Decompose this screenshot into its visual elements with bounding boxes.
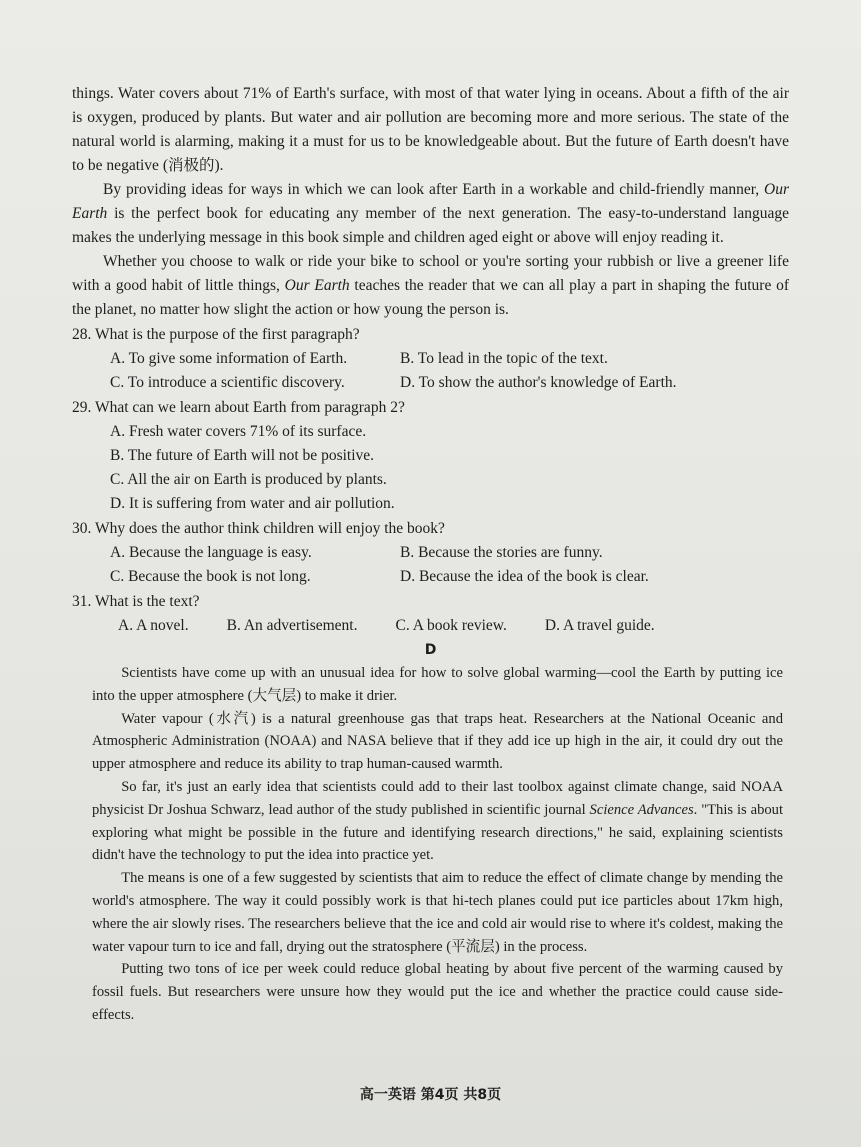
question-29 bbox=[72, 396, 789, 516]
paragraph: The means is one of a few suggested by scientists that aim to reduce the effect of climate change by mending the world's atmosphere. The way it could possibly work is that hi-tech planes could put ice particles about 17km high, where the air slowly rises. The researchers believe that the ice and cold air would rise to where it's coldest, making the water vapour turn to ice and fall, drying out the stratosphere (平流层) in the process. bbox=[92, 870, 783, 955]
passage-c bbox=[72, 82, 789, 322]
option-a: A. To give some information of Earth. bbox=[110, 350, 348, 367]
option-c: C. Because the book is not long. bbox=[110, 568, 311, 585]
paragraph: Whether you choose to walk or ride your bike to school or you're sorting your rubbish or live a greener life with a good habit of little things, Our Earth teaches the reader that we can all play a part in shaping the future of the planet, no matter how slight the action or how young the person is. bbox=[72, 253, 789, 318]
journal-title: Science Advances bbox=[589, 801, 694, 818]
question-stem: 31. What is the text? bbox=[72, 593, 200, 610]
question-stem: 29. What can we learn about Earth from paragraph 2? bbox=[72, 399, 405, 416]
question-stem: 30. Why does the author think children will enjoy the book? bbox=[72, 520, 445, 537]
paragraph: Water vapour (水汽) is a natural greenhouse gas that traps heat. Researchers at the National Oceanic and Atmospheric Administration (NOAA) and NASA believe that if they add ice up high in the air, it could dry out the upper atmosphere and reduce its ability to trap human-caused warmth. bbox=[92, 710, 783, 773]
option-d: D. To show the author's knowledge of Earth. bbox=[400, 374, 677, 391]
option-a: A. Fresh water covers 71% of its surface. bbox=[110, 423, 367, 440]
option-b: B. An advertisement. bbox=[226, 617, 358, 634]
passage-d bbox=[72, 662, 789, 1027]
option-c: C. A book review. bbox=[395, 617, 507, 634]
option-d: D. It is suffering from water and air pollution. bbox=[110, 495, 395, 512]
question-31 bbox=[72, 590, 789, 638]
section-heading: D bbox=[424, 642, 437, 658]
page-footer: 高一英语 第4页 共8页 bbox=[359, 1087, 502, 1103]
question-28 bbox=[72, 323, 789, 395]
book-title: Our Earth bbox=[72, 181, 789, 222]
option-b: B. To lead in the topic of the text. bbox=[400, 350, 608, 367]
paragraph: things. Water covers about 71% of Earth's surface, with most of that water lying in oceans. About a fifth of the air is oxygen, produced by plants. But water and air pollution are becoming more and more serious. The state of the natural world is alarming, making it a must for us to be knowledgeable about. But the future of Earth doesn't have to be negative (消极的). bbox=[72, 85, 789, 174]
question-30 bbox=[72, 517, 789, 589]
paragraph: Putting two tons of ice per week could reduce global heating by about five percent of the warming caused by fossil fuels. But researchers were unsure how they would put the ice and whether the practice could cause side-effects. bbox=[92, 961, 783, 1023]
option-a: A. Because the language is easy. bbox=[110, 544, 312, 561]
option-d: D. A travel guide. bbox=[544, 617, 655, 634]
option-c: C. All the air on Earth is produced by plants. bbox=[110, 471, 387, 488]
question-stem: 28. What is the purpose of the first paragraph? bbox=[72, 326, 360, 343]
option-c: C. To introduce a scientific discovery. bbox=[110, 374, 345, 391]
option-d: D. Because the idea of the book is clear. bbox=[400, 568, 649, 585]
option-b: B. The future of Earth will not be positive. bbox=[110, 447, 375, 464]
option-a: A. A novel. bbox=[118, 617, 189, 634]
option-b: B. Because the stories are funny. bbox=[400, 544, 603, 561]
book-title: Our Earth bbox=[284, 277, 350, 294]
paragraph: So far, it's just an early idea that scientists could add to their last toolbox against climate change, said NOAA physicist Dr Joshua Schwarz, lead author of the study published in scientific journal Science Advances. "This is about exploring what might be possible in the future and identifying research directions," he said, explaining scientists didn't have the technology to put the idea into practice yet. bbox=[92, 778, 784, 864]
paragraph: Scientists have come up with an unusual idea for how to solve global warming—cool the Earth by putting ice into the upper atmosphere (大气层) to make it drier. bbox=[92, 665, 783, 704]
paragraph: By providing ideas for ways in which we can look after Earth in a workable and child-friendly manner, Our Earth is the perfect book for educating any member of the next generation. The easy-to-understand language makes the underlying message in this book simple and children aged eight or above will enjoy reading it. bbox=[72, 181, 789, 246]
